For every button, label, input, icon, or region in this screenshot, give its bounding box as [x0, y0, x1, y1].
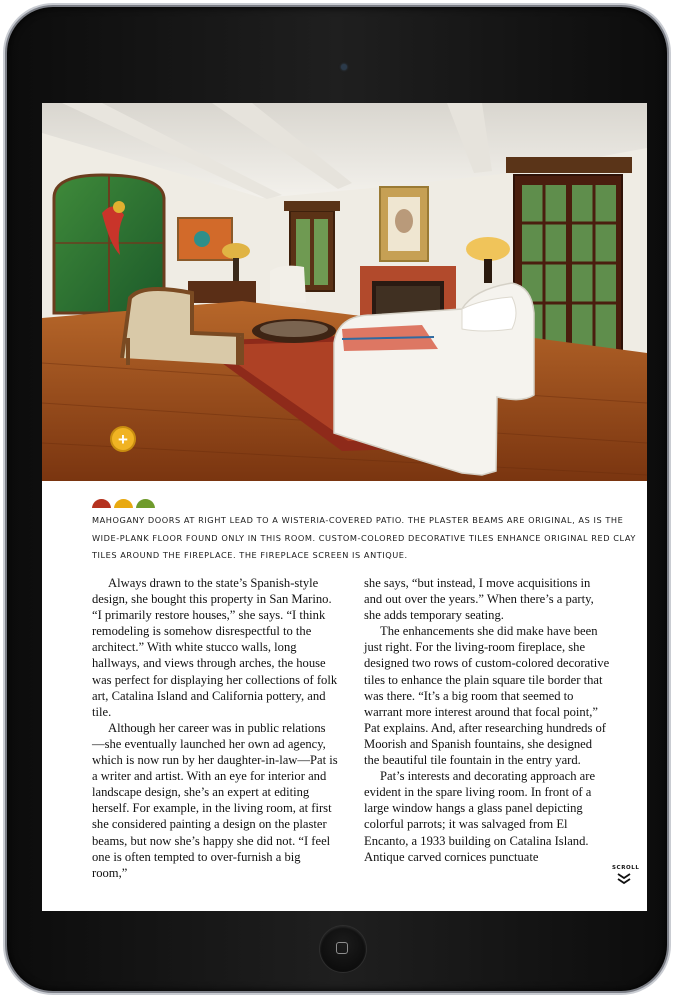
home-square-icon: [336, 942, 348, 954]
scroll-label: SCROLL: [612, 865, 640, 871]
living-room-illustration: [42, 103, 647, 481]
caption-dot-red: [92, 499, 111, 508]
caption-dot-green: [136, 499, 155, 508]
caption-dot-yellow: [114, 499, 133, 508]
article-body: [92, 575, 610, 881]
expand-photo-button[interactable]: [110, 426, 136, 452]
paragraph: Pat’s interests and decorating approach are evident in the spare living room. In front of a large window hangs a glass panel depicting colorful parrots; it was salvaged from El Encanto, a 1933 building on Catalina Island. Antique carved cornices punctuate: [364, 769, 596, 864]
paragraph: Although her career was in public relations—she eventually launched her own ad agency, which is now run by her daughter-in-law—Pat is a writer and artist. With an eye for interior and landscape design, she’s an expert at editing herself. For example, in the living room, at first she considered painting a design on the plaster beams, but now she’s happy she did not. “I feel one is often tempted to over-furnish a big room,”: [92, 720, 338, 880]
screen: [42, 103, 647, 911]
paragraph: The enhancements she did make have been just right. For the living-room fireplace, she designed two rows of custom-colored decorative tiles to enhance the plain square tile border that was there. “It’s a big room that seemed to warrant more interest around that focal point,” Pat explains. And, after researching hundreds of Moorish and Spanish fountains, she designed the beautiful tile fountain in the entry yard.: [364, 624, 610, 768]
front-camera: [341, 64, 347, 70]
paragraph: Always drawn to the state’s Spanish-style design, she bought this property in San Marino. “I primarily restore houses,” she says. “I think remodeling is somehow disrespectful to the architect.” With white stucco walls, long hallways, and views through arches, the house was perfect for displaying her collections of folk art, Catalina Island and California pottery, and tile.: [92, 576, 338, 719]
double-chevron-down-icon: [617, 873, 631, 885]
article-column-right: [364, 575, 610, 881]
article-column-left: [92, 575, 338, 881]
home-button[interactable]: [320, 926, 366, 972]
caption-dots: [92, 499, 637, 508]
paragraph: she says, “but instead, I move acquisitions in and out over the years.” When there’s a party, she adds temporary seating.: [364, 576, 594, 623]
living-room-photo: [42, 103, 647, 481]
plus-icon: +: [118, 429, 128, 449]
scroll-indicator[interactable]: [612, 865, 640, 885]
photo-caption: [92, 499, 637, 565]
tablet-frame: [7, 7, 667, 991]
caption-text: MAHOGANY DOORS AT RIGHT LEAD TO A WISTERIA-COVERED PATIO. THE PLASTER BEAMS ARE ORIGINAL, AS IS THE WIDE-PLANK FLOOR FOUND ONLY IN THIS ROOM. CUSTOM-COLORED DECORATIVE TILES ENHANCE ORIGINAL RED CLAY TILES AROUND THE FIREPLACE. THE FIREPLACE SCREEN IS ANTIQUE.: [92, 515, 636, 560]
